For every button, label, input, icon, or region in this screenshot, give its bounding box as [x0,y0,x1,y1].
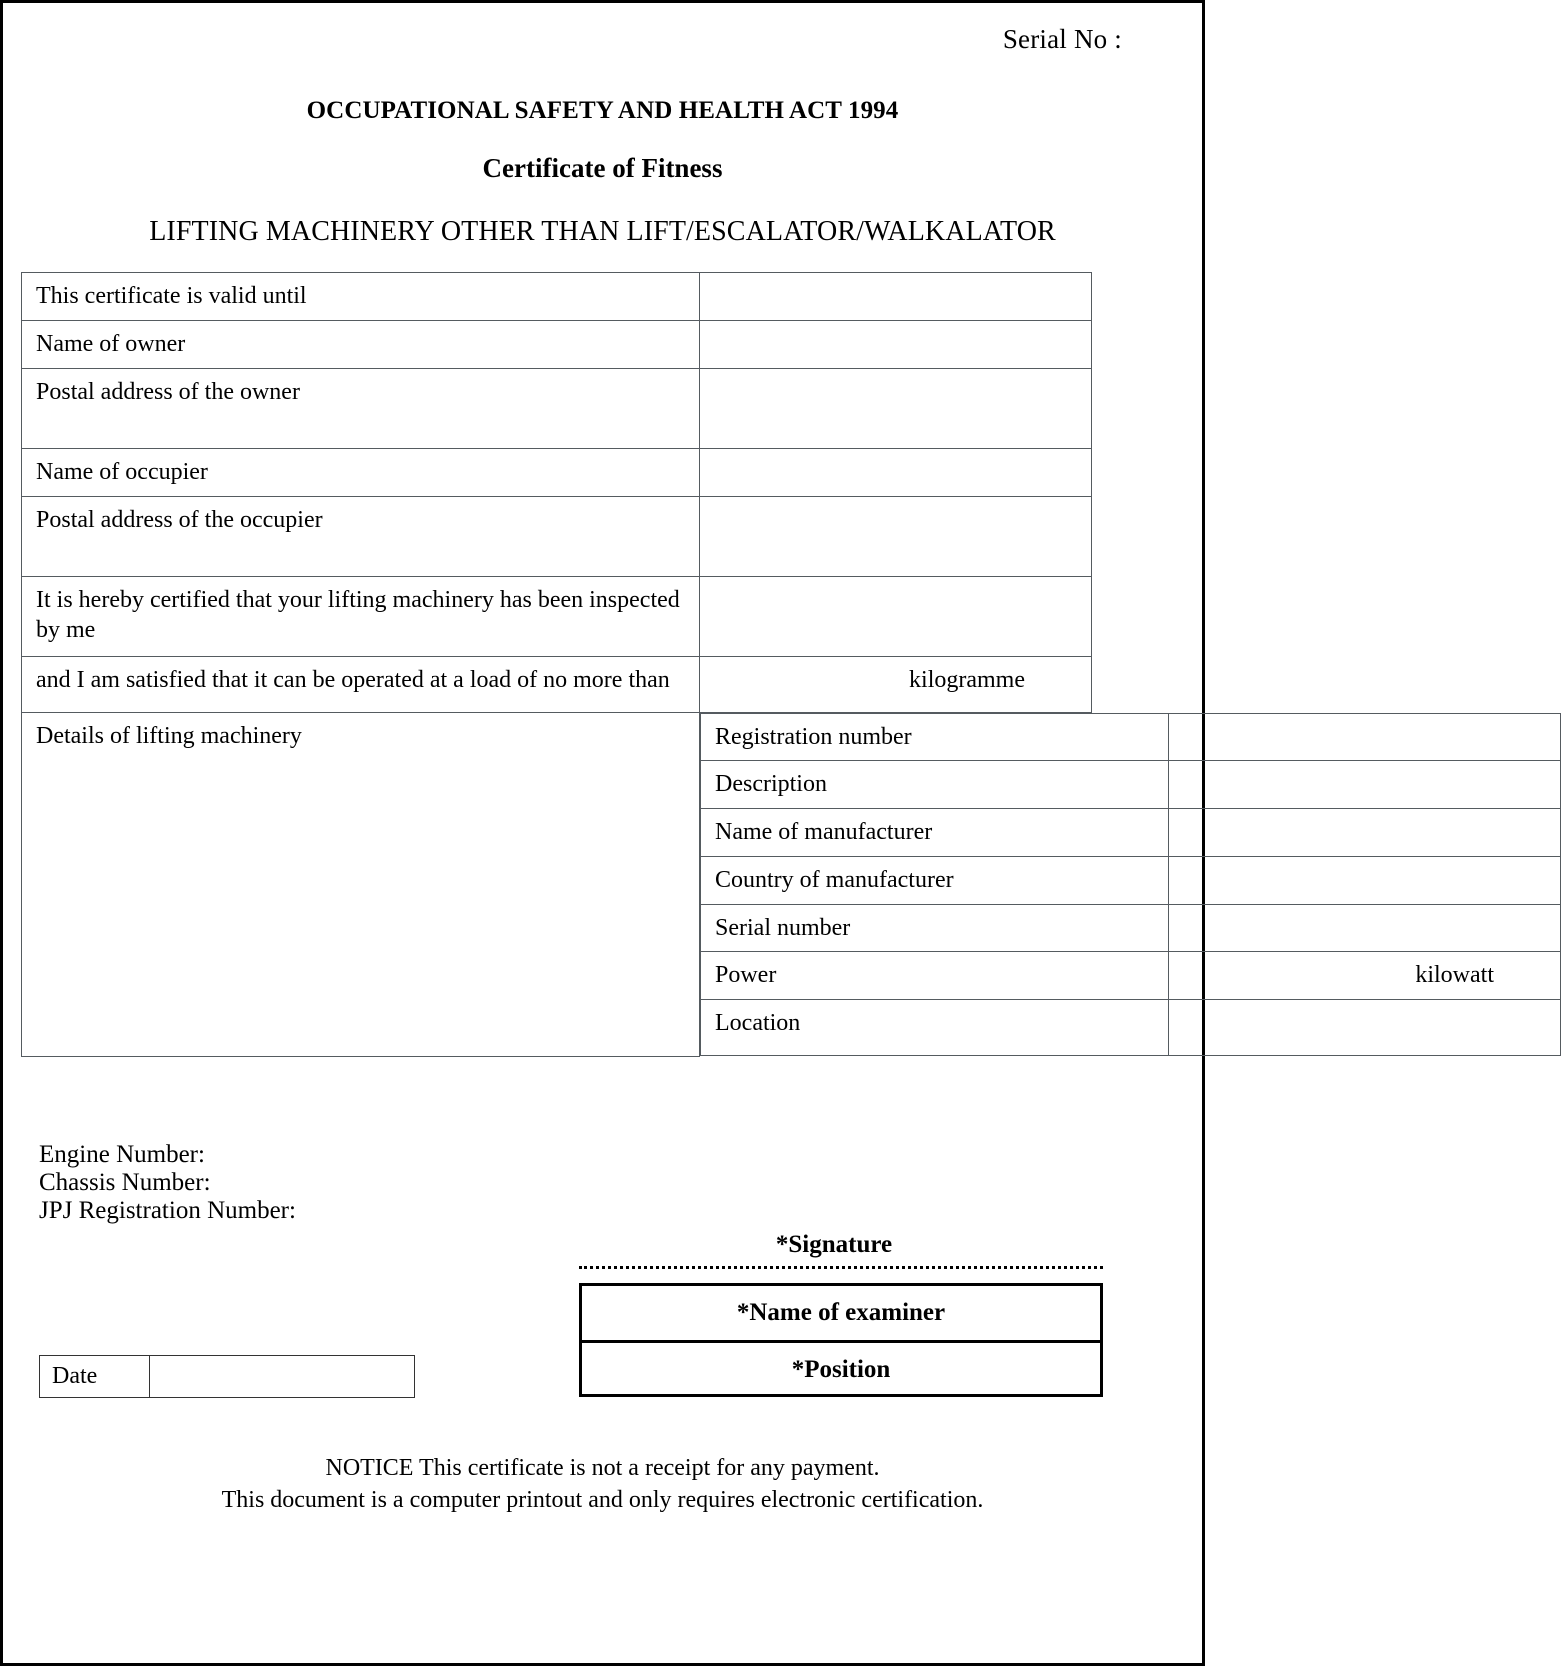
name-of-examiner-label: *Name of examiner [736,1299,946,1326]
details-sub-table [700,713,1561,1056]
chassis-number-label: Chassis Number: [39,1168,211,1196]
row-value-valid-until[interactable] [700,272,1092,320]
signature-label: *Signature [775,1231,893,1258]
notice-block [3,1453,1202,1516]
row-value-name-of-owner[interactable] [700,320,1092,368]
table-row [701,713,1561,761]
detail-label-serial-number: Serial number [701,904,1169,952]
row-value-inspected-statement[interactable] [700,576,1092,656]
table-row [22,576,1092,656]
detail-label-country-of-manufacturer: Country of manufacturer [701,856,1169,904]
table-row [22,496,1092,576]
detail-label-description: Description [701,761,1169,809]
date-label: Date [40,1356,150,1398]
row-label-inspected-statement: It is hereby certified that your lifting machinery has been inspected by me [22,576,700,656]
date-field [39,1355,415,1398]
table-row [22,368,1092,448]
table-row [701,761,1561,809]
table-row [701,1000,1561,1056]
detail-value-power-unit[interactable]: kilowatt [1169,952,1561,1000]
row-value-postal-address-occupier[interactable] [700,496,1092,576]
certificate-form-table [21,272,1494,1057]
table-row [701,904,1561,952]
date-input[interactable] [150,1356,415,1398]
row-label-postal-address-owner: Postal address of the owner [22,368,700,448]
details-of-lifting-machinery-row [22,712,1092,1056]
detail-value-location[interactable] [1169,1000,1561,1056]
detail-value-registration-number[interactable] [1169,713,1561,761]
table-row [22,656,1092,712]
table-row [22,320,1092,368]
detail-value-country-of-manufacturer[interactable] [1169,856,1561,904]
table-row [40,1356,415,1398]
row-label-valid-until: This certificate is valid until [22,272,700,320]
detail-value-name-of-manufacturer[interactable] [1169,809,1561,857]
detail-value-serial-number[interactable] [1169,904,1561,952]
table-row [22,272,1092,320]
engine-number-label: Engine Number: [39,1140,205,1168]
row-label-name-of-owner: Name of owner [22,320,700,368]
table-row [701,809,1561,857]
row-value-safe-working-load-unit[interactable]: kilogramme [700,656,1092,712]
detail-label-name-of-manufacturer: Name of manufacturer [701,809,1169,857]
detail-label-registration-number: Registration number [701,713,1169,761]
details-group-label: Details of lifting machinery [22,712,700,1056]
jpj-registration-number-label: JPJ Registration Number: [39,1196,296,1224]
details-nested-cell [700,712,1494,1056]
certificate-title: Certificate of Fitness [482,152,723,183]
row-label-name-of-occupier: Name of occupier [22,448,700,496]
vehicle-identifiers-block [39,1141,1184,1225]
page-inner [3,3,1494,1663]
table-row [701,952,1561,1000]
row-label-postal-address-occupier: Postal address of the occupier [22,496,700,576]
notice-line-1: NOTICE This certificate is not a receipt for any payment. [325,1455,880,1481]
position-label: *Position [582,1340,1100,1394]
detail-label-power: Power [701,952,1169,1000]
row-label-safe-working-load: and I am satisfied that it can be operated at a load of no more than [22,656,700,712]
row-value-postal-address-owner[interactable] [700,368,1092,448]
table-row [22,448,1092,496]
notice-line-2: This document is a computer printout and only requires electronic certification. [221,1486,984,1513]
act-title: OCCUPATIONAL SAFETY AND HEALTH ACT 1994 [306,96,899,124]
table-row [701,856,1561,904]
machinery-scope-title: LIFTING MACHINERY OTHER THAN LIFT/ESCALATOR/WALKALATOR [149,215,1056,247]
signature-dotted-line[interactable] [579,1265,1103,1269]
signature-block [579,1231,1103,1397]
row-value-name-of-occupier[interactable] [700,448,1092,496]
detail-label-location: Location [701,1000,1169,1056]
detail-value-description[interactable] [1169,761,1561,809]
serial-no-label: Serial No : [1002,24,1122,54]
examiner-box [579,1283,1103,1397]
